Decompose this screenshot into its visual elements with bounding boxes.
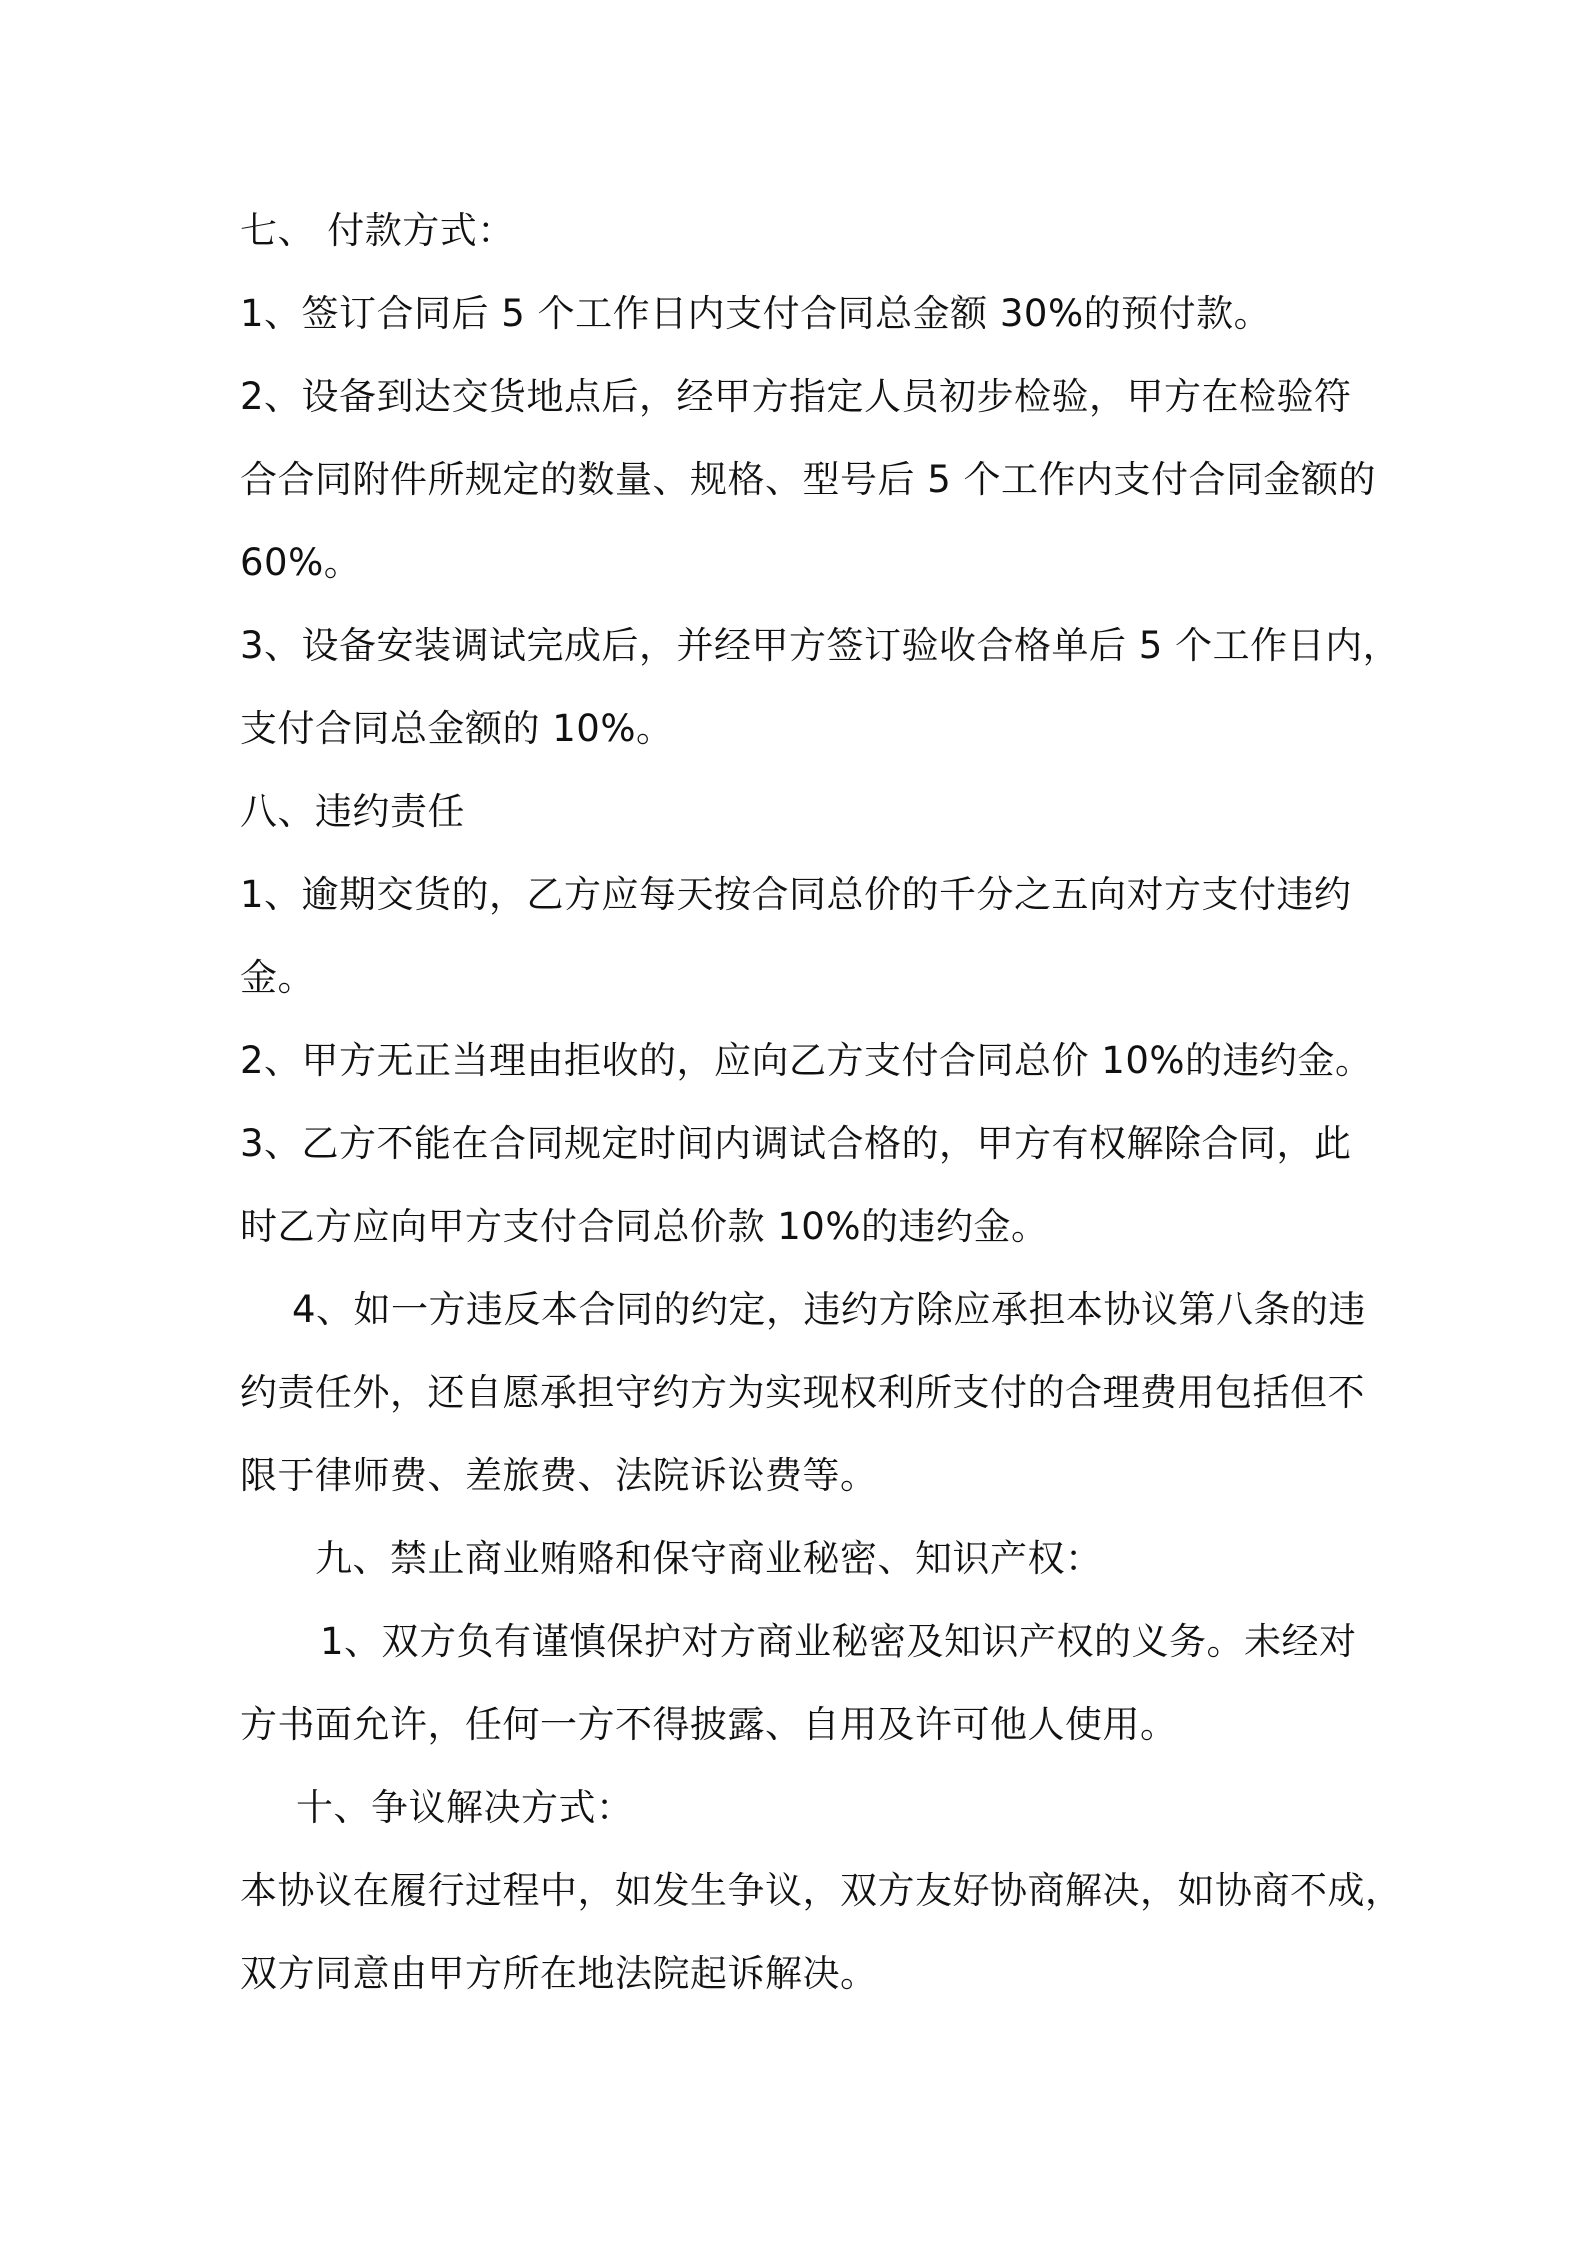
section-7-item-1: 1、签订合同后 5 个工作日内支付合同总金额 30%的预付款。 [240,292,1272,335]
section-8-item-1-line-1: 1、逾期交货的，乙方应每天按合同总价的千分之五向对方支付违约 [240,873,1352,916]
section-8-item-3-line-1: 3、乙方不能在合同规定时间内调试合格的，甲方有权解除合同，此 [240,1122,1352,1165]
section-7-heading: 七、 付款方式： [240,209,515,252]
section-8-item-4-line-3: 限于律师费、差旅费、法院诉讼费等。 [240,1454,878,1497]
section-7-item-2-line-1: 2、设备到达交货地点后，经甲方指定人员初步检验，甲方在检验符 [240,375,1352,418]
section-8-heading: 八、违约责任 [240,790,465,833]
section-7-item-2-line-2: 合合同附件所规定的数量、规格、型号后 5 个工作内支付合同金额的 [240,458,1377,501]
section-9-item-1-line-2: 方书面允许，任何一方不得披露、自用及许可他人使用。 [240,1703,1178,1746]
section-7-item-3-line-2: 支付合同总金额的 10%。 [240,707,674,750]
section-8-item-4-line-1: 4、如一方违反本合同的约定，违约方除应承担本协议第八条的违 [292,1288,1367,1331]
section-7-item-3-line-1: 3、设备安装调试完成后，并经甲方签订验收合格单后 5 个工作日内， [240,624,1401,667]
section-9-item-1-line-1: 1、双方负有谨慎保护对方商业秘密及知识产权的义务。未经对 [320,1620,1357,1663]
section-8-item-2: 2、甲方无正当理由拒收的，应向乙方支付合同总价 10%的违约金。 [240,1039,1373,1082]
section-8-item-4-line-2: 约责任外，还自愿承担守约方为实现权利所支付的合理费用包括但不 [240,1371,1365,1414]
section-8-item-3-line-2: 时乙方应向甲方支付合同总价款 10%的违约金。 [240,1205,1049,1248]
section-7-item-2-line-3: 60%。 [240,541,362,584]
section-8-item-1-line-2: 金。 [240,956,315,999]
section-9-heading: 九、禁止商业贿赂和保守商业秘密、知识产权： [315,1537,1103,1580]
section-10-body-line-1: 本协议在履行过程中，如发生争议，双方友好协商解决，如协商不成， [240,1869,1403,1912]
section-10-body-line-2: 双方同意由甲方所在地法院起诉解决。 [240,1952,878,1995]
section-10-heading: 十、争议解决方式： [296,1786,634,1829]
